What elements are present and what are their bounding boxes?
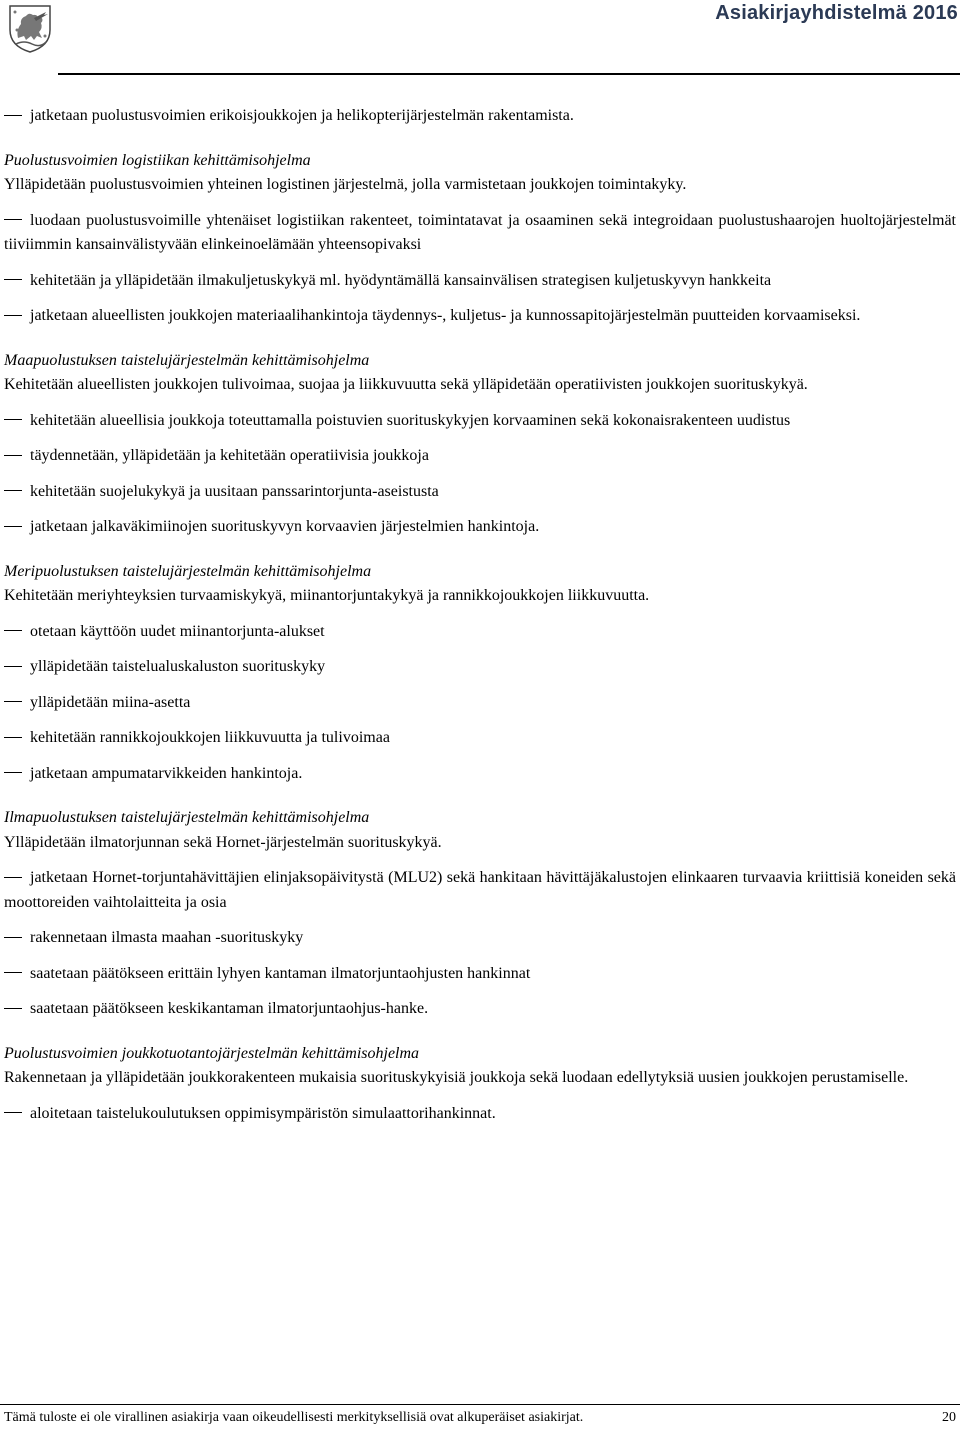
list-item: täydennetään, ylläpidetään ja kehitetään operatiivisia joukkoja — [4, 444, 956, 469]
list-item: luodaan puolustusvoimille yhtenäiset logistiikan rakenteet, toimintatavat ja osaaminen sekä integroidaan puolustushaarojen huoltojärjestelmät tiiviimmin kansainvälistyvään elinkeinoelämään yhteensopivaksi — [4, 209, 956, 258]
document-title: Asiakirjayhdistelmä 2016 — [715, 2, 958, 24]
list-item: kehitetään rannikkojoukkojen liikkuvuutta ja tulivoimaa — [4, 726, 956, 751]
list-item: rakennetaan ilmasta maahan -suorituskyky — [4, 926, 956, 951]
section-heading-naval-defence: Meripuolustuksen taistelujärjestelmän kehittämisohjelma — [4, 562, 372, 580]
list-item: jatketaan jalkaväkimiinojen suorituskyvyn korvaavien järjestelmien hankintoja. — [4, 515, 956, 540]
list-item: aloitetaan taistelukoulutuksen oppimisympäristön simulaattorihankinnat. — [4, 1102, 956, 1127]
list-item: ylläpidetään miina-asetta — [4, 691, 956, 716]
list-item: ylläpidetään taistelualuskaluston suorituskyky — [4, 655, 956, 680]
list-item: jatketaan Hornet-torjuntahävittäjien elinjaksopäivitystä (MLU2) sekä hankitaan hävittäjäkalustojen elinkaaren turvaavia kriittisiä koneiden sekä moottoreiden vaihtolaitteita ja osia — [4, 866, 956, 915]
section-heading-logistics: Puolustusvoimien logistiikan kehittämisohjelma — [4, 151, 311, 169]
page-header — [0, 0, 960, 76]
document-body — [4, 104, 956, 1126]
list-item: saatetaan päätökseen keskikantaman ilmatorjuntaohjus-hanke. — [4, 997, 956, 1022]
section-heading-troop-production: Puolustusvoimien joukkotuotantojärjestelmän kehittämisohjelma — [4, 1044, 420, 1062]
finnish-lion-coat-of-arms-icon — [4, 2, 56, 54]
paragraph: Ylläpidetään ilmatorjunnan sekä Hornet-järjestelmän suorituskykyä. — [4, 833, 442, 851]
list-item: jatketaan ampumatarvikkeiden hankintoja. — [4, 762, 956, 787]
section-heading-land-defence: Maapuolustuksen taistelujärjestelmän kehittämisohjelma — [4, 351, 370, 369]
list-item: kehitetään ja ylläpidetään ilmakuljetuskykyä ml. hyödyntämällä kansainvälisen strategisen kuljetuskyvyn hankkeita — [4, 269, 956, 294]
list-item: saatetaan päätökseen erittäin lyhyen kantaman ilmatorjuntaohjusten hankinnat — [4, 962, 956, 987]
paragraph: Kehitetään alueellisten joukkojen tulivoimaa, suojaa ja liikkuvuutta sekä ylläpidetään operatiivisten joukkojen suorituskykyä. — [4, 376, 808, 393]
list-item: jatketaan alueellisten joukkojen materiaalihankintoja täydennys-, kuljetus- ja kunnossapitojärjestelmän puutteiden korvaamiseksi. — [4, 304, 956, 329]
list-item: kehitetään alueellisia joukkoja toteuttamalla poistuvien suorituskykyjen korvaaminen sekä kokonaisrakenteen uudistus — [4, 409, 956, 434]
list-item: jatketaan puolustusvoimien erikoisjoukkojen ja helikopterijärjestelmän rakentamista. — [4, 104, 956, 129]
list-item: otetaan käyttöön uudet miinantorjunta-alukset — [4, 620, 956, 645]
list-item: kehitetään suojelukykyä ja uusitaan panssarintorjunta-aseistusta — [4, 480, 956, 505]
page-number: 20 — [942, 1410, 956, 1425]
paragraph: Ylläpidetään puolustusvoimien yhteinen logistinen järjestelmä, jolla varmistetaan joukkojen toimintakyky. — [4, 176, 687, 193]
paragraph: Kehitetään meriyhteyksien turvaamiskykyä, miinantorjuntakykyä ja rannikkojoukkojen liikkuvuutta. — [4, 587, 650, 604]
header-divider — [58, 73, 960, 75]
paragraph: Rakennetaan ja ylläpidetään joukkorakenteen mukaisia suorituskykyisiä joukkoja sekä luodaan edellytyksiä uusien joukkojen perustamiselle. — [4, 1069, 909, 1086]
footer-disclaimer: Tämä tuloste ei ole virallinen asiakirja vaan oikeudellisesti merkityksellisiä ovat alkuperäiset asiakirjat. — [4, 1410, 584, 1425]
section-heading-air-defence: Ilmapuolustuksen taistelujärjestelmän kehittämisohjelma — [4, 809, 370, 826]
footer-divider — [0, 1404, 960, 1405]
